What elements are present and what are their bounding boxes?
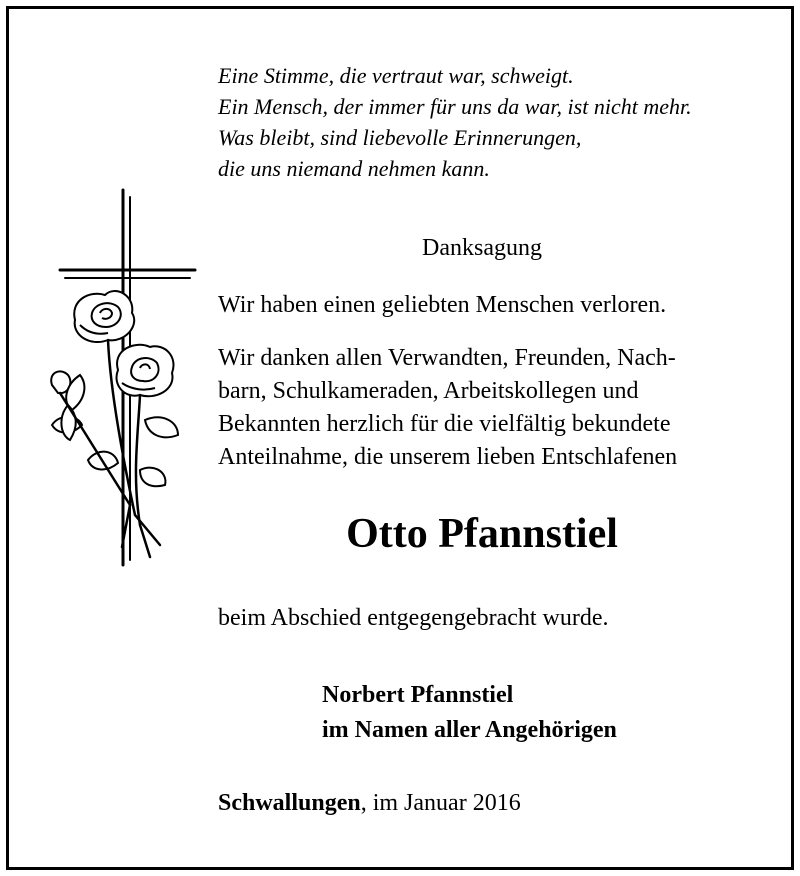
cross-with-roses-icon — [40, 185, 205, 575]
poem — [218, 60, 692, 184]
thanks-line: barn, Schulkameraden, Arbeitskollegen und — [218, 378, 639, 404]
thanks-paragraph — [218, 342, 677, 474]
thanks-line: Wir danken allen Verwandten, Freunden, Nach- — [218, 345, 676, 371]
signer-name: Norbert Pfannstiel — [322, 682, 514, 708]
heading: Danksagung — [422, 235, 542, 261]
place-date-text: , im Januar 2016 — [360, 790, 521, 816]
place-town: Schwallungen — [218, 790, 361, 816]
signer-note: im Namen aller Angehörigen — [322, 717, 617, 743]
intro-text: Wir haben einen geliebten Menschen verloren. — [218, 292, 667, 318]
closing-text: beim Abschied entgegengebracht wurde. — [218, 605, 609, 631]
poem-line: Eine Stimme, die vertraut war, schweigt. — [218, 63, 574, 88]
place-date — [218, 790, 521, 817]
poem-line: Was bleibt, sind liebevolle Erinnerungen, — [218, 125, 582, 150]
poem-line: die uns niemand nehmen kann. — [218, 156, 490, 181]
signers — [322, 678, 617, 748]
deceased-name: Otto Pfannstiel — [346, 511, 618, 557]
thanks-line: Bekannten herzlich für die vielfältig bekundete — [218, 411, 671, 437]
thanks-line: Anteilnahme, die unserem lieben Entschlafenen — [218, 444, 678, 470]
poem-line: Ein Mensch, der immer für uns da war, ist nicht mehr. — [218, 94, 692, 119]
